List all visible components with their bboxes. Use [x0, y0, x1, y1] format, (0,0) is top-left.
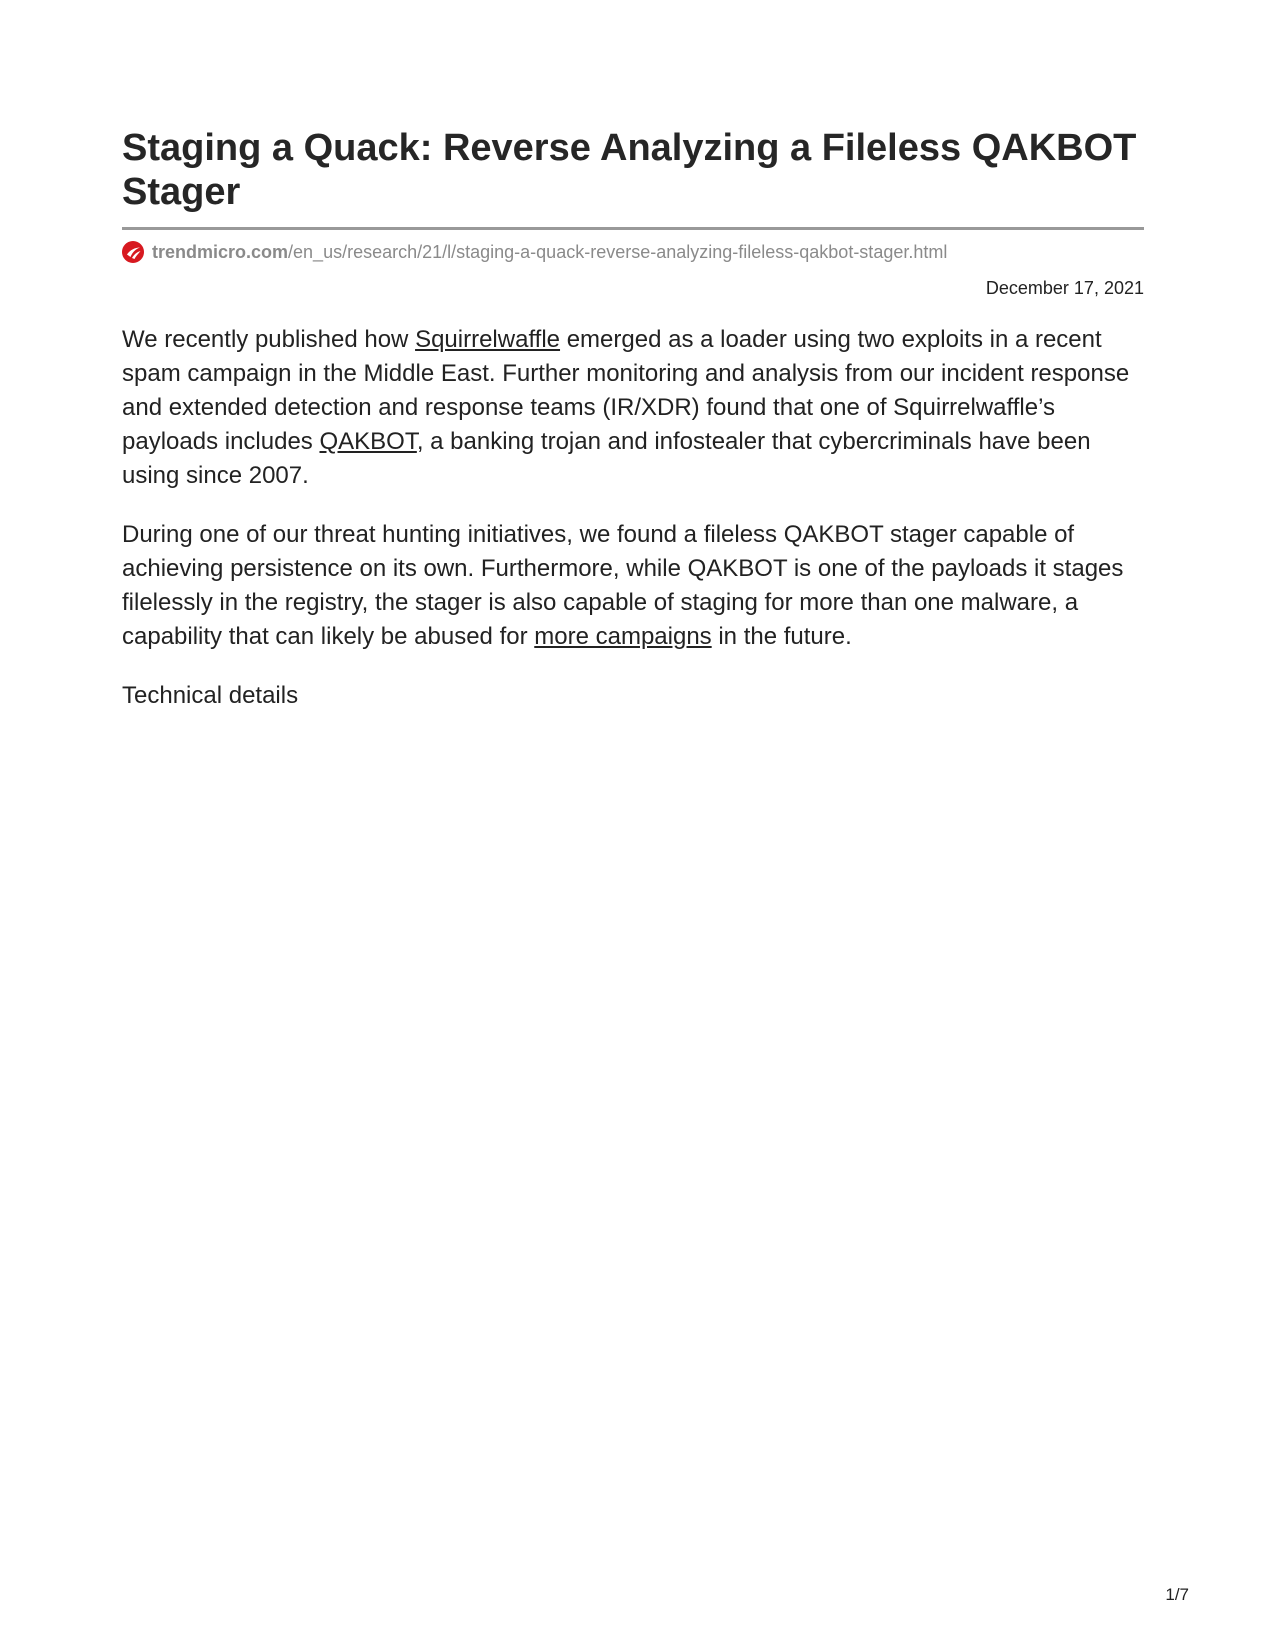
paragraph-findings	[122, 518, 1144, 654]
paragraph-text: emerged as a loader using two exploits in a recent spam campaign in the Middle East. Further monitoring and analysis from our incident response and extended detection and response teams (IR/XDR) found that one of Squirrelwaffle’s payloads includes	[122, 326, 1130, 455]
article	[122, 126, 1144, 713]
title-divider	[122, 227, 1144, 230]
source-url[interactable]	[152, 242, 947, 263]
source-path[interactable]: /en_us/research/21/l/staging-a-quack-reverse-analyzing-fileless-qakbot-stager.html	[288, 241, 948, 262]
paragraph-text: in the future.	[711, 623, 852, 650]
qakbot-link[interactable]: QAKBOT	[319, 428, 417, 455]
squirrelwaffle-link[interactable]: Squirrelwaffle	[415, 326, 561, 353]
paragraph-text: We recently published how	[122, 326, 416, 353]
publish-date: December 17, 2021	[985, 278, 1144, 298]
more-campaigns-link[interactable]: more campaigns	[534, 623, 712, 650]
source-line	[122, 240, 1144, 264]
paragraph-text: During one of our threat hunting initiatives, we found a fileless QAKBOT stager capable of achieving persistence on its own. Furthermore, while QAKBOT is one of the payloads it stages filelessly in the registry, the stager is also capable of staging for more than one malware, a capability that can likely be abused for	[122, 521, 1124, 650]
paragraph-intro	[122, 323, 1144, 493]
article-title: Staging a Quack: Reverse Analyzing a Fileless QAKBOT Stager	[122, 127, 1137, 213]
section-heading-technical-details: Technical details	[122, 682, 299, 709]
paragraph-text: , a banking trojan and infostealer that cybercriminals have been using since 2007.	[122, 428, 1091, 489]
trendmicro-logo-icon	[122, 241, 144, 263]
source-domain[interactable]: trendmicro.com	[152, 241, 289, 262]
page-number: 1/7	[1165, 1585, 1189, 1604]
